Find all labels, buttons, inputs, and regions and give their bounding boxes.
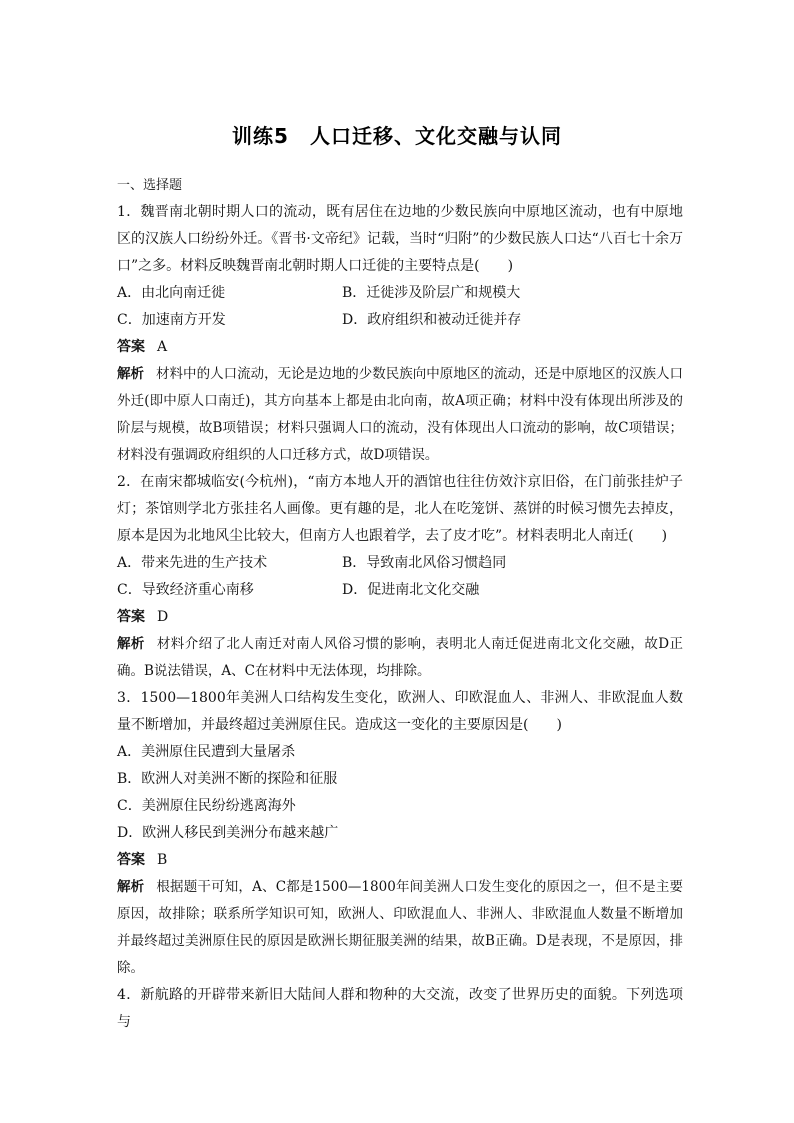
- option-a: A．由北向南迁徙: [117, 285, 226, 301]
- question-3: [117, 685, 683, 982]
- question-stem: 3．1500—1800年美洲人口结构发生变化，欧洲人、印欧混血人、非洲人、非欧混血人数量不断增加，并最终超过美洲原住民。造成这一变化的主要原因是( ): [117, 690, 683, 733]
- question-stem: 1．魏晋南北朝时期人口的流动，既有居住在边地的少数民族向中原地区流动，也有中原地区的汉族人口纷纷外迁。《晋书·文帝纪》记载，当时“归附”的少数民族人口达“八百七十余万口”之多。材料反映魏晋南北朝时期人口迁徙的主要特点是( ): [117, 204, 683, 274]
- analysis-paragraph: [117, 874, 683, 982]
- options-list: [117, 739, 683, 847]
- option-c: C．美洲原住民纷纷逃离海外: [117, 798, 296, 814]
- option-c: C．加速南方开发: [117, 312, 226, 328]
- question-stem: 4．新航路的开辟带来新旧大陆间人群和物种的大交流，改变了世界历史的面貌。下列选项与: [117, 987, 683, 1030]
- option-d: D．促进南北文化交融: [342, 582, 480, 598]
- option-b: B．迁徙涉及阶层广和规模大: [342, 285, 521, 301]
- option-b: B．导致南北风俗习惯趋同: [342, 555, 507, 571]
- option-a: A．美洲原住民遭到大量屠杀: [117, 744, 296, 760]
- answer-label: 答案: [117, 609, 145, 625]
- analysis-text: 材料中的人口流动，无论是边地的少数民族向中原地区的流动，还是中原地区的汉族人口外迁(即中原人口南迁)，其方向基本上都是由北向南，故A项正确；材料中没有体现出所涉及的阶层与规模，故B项错误；材料只强调人口的流动，没有体现出人口流动的影响，故C项错误；材料没有强调政府组织的人口迁移方式，故D项错误。: [117, 366, 684, 463]
- analysis-label: 解析: [117, 879, 145, 895]
- options-list: [117, 280, 683, 334]
- answer-label: 答案: [117, 852, 145, 868]
- option-b: B．欧洲人对美洲不断的探险和征服: [117, 771, 338, 787]
- answer-value: D: [157, 609, 169, 625]
- answer-line: [117, 847, 683, 874]
- answer-line: [117, 334, 683, 361]
- options-list: [117, 550, 683, 604]
- option-d: D．欧洲人移民到美洲分布越来越广: [117, 825, 339, 841]
- analysis-text: 材料介绍了北人南迁对南人风俗习惯的影响，表明北人南迁促进南北文化交融，故D正确。B说法错误，A、C在材料中无法体现，均排除。: [117, 636, 683, 679]
- answer-value: A: [157, 339, 168, 355]
- option-c: C．导致经济重心南移: [117, 582, 254, 598]
- answer-value: B: [157, 852, 168, 868]
- question-4: [117, 982, 683, 1036]
- analysis-paragraph: [117, 631, 683, 685]
- question-1: [117, 199, 683, 469]
- analysis-label: 解析: [117, 636, 145, 652]
- page-title: 训练5 人口迁移、文化交融与认同: [232, 124, 562, 148]
- option-a: A．带来先进的生产技术: [117, 555, 268, 571]
- question-stem: 2．在南宋都城临安(今杭州)，“南方本地人开的酒馆也往往仿效汴京旧俗，在门前张挂炉子灯；茶馆则学北方张挂名人画像。更有趣的是，北人在吃笼饼、蒸饼的时候习惯先去掉皮，原本是因为北地风尘比较大，但南方人也跟着学，去了皮才吃”。材料表明北人南迁( ): [117, 474, 683, 544]
- analysis-paragraph: [117, 361, 683, 469]
- question-2: [117, 469, 683, 685]
- section-heading: 一、选择题: [117, 178, 183, 193]
- document-body: [117, 172, 683, 1036]
- answer-label: 答案: [117, 339, 145, 355]
- answer-line: [117, 604, 683, 631]
- option-d: D．政府组织和被动迁徙并存: [342, 312, 522, 328]
- analysis-text: 根据题干可知，A、C都是1500—1800年间美洲人口发生变化的原因之一，但不是主要原因，故排除；联系所学知识可知，欧洲人、印欧混血人、非洲人、非欧混血人数量不断增加并最终超过美洲原住民的原因是欧洲长期征服美洲的结果，故B正确。D是表现，不是原因，排除。: [117, 879, 683, 976]
- analysis-label: 解析: [117, 366, 145, 382]
